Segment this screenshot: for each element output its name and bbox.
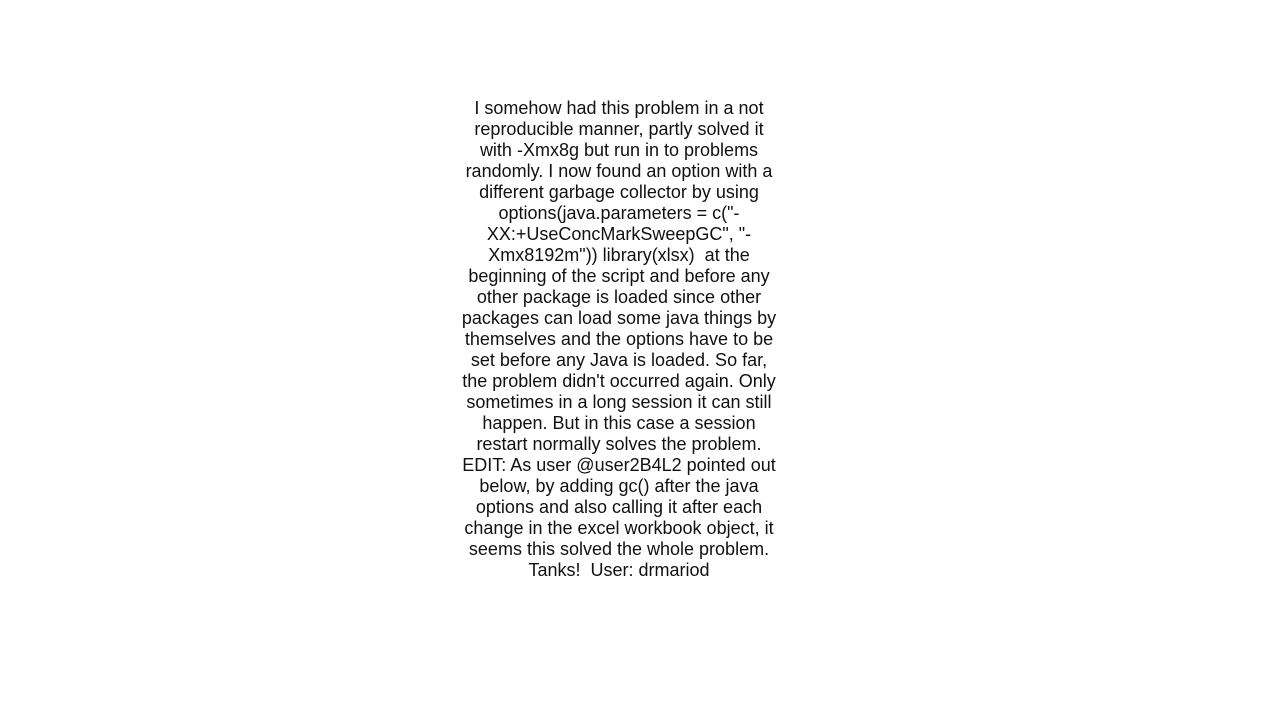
post-text-block	[459, 98, 782, 581]
post-body: I somehow had this problem in a not reproducible manner, partly solved it with -Xmx8g but run in to problems randomly. I now found an option with a different garbage collector by using options(java.parameters = c("-XX:+UseConcMarkSweepGC", "-Xmx8192m")) library(xlsx) at the beginning of the script and before any other package is loaded since other packages can load some java things by themselves and the options have to be set before any Java is loaded. So far, the problem didn't occurred again. Only sometimes in a long session it can still happen. But in this case a session restart normally solves the problem. EDIT: As user @user2B4L2 pointed out below, by adding gc() after the java options and also calling it after each change in the excel workbook object, it seems this solved the whole problem. Tanks!	[461, 98, 782, 580]
post-author: User: drmariod	[590, 560, 710, 580]
